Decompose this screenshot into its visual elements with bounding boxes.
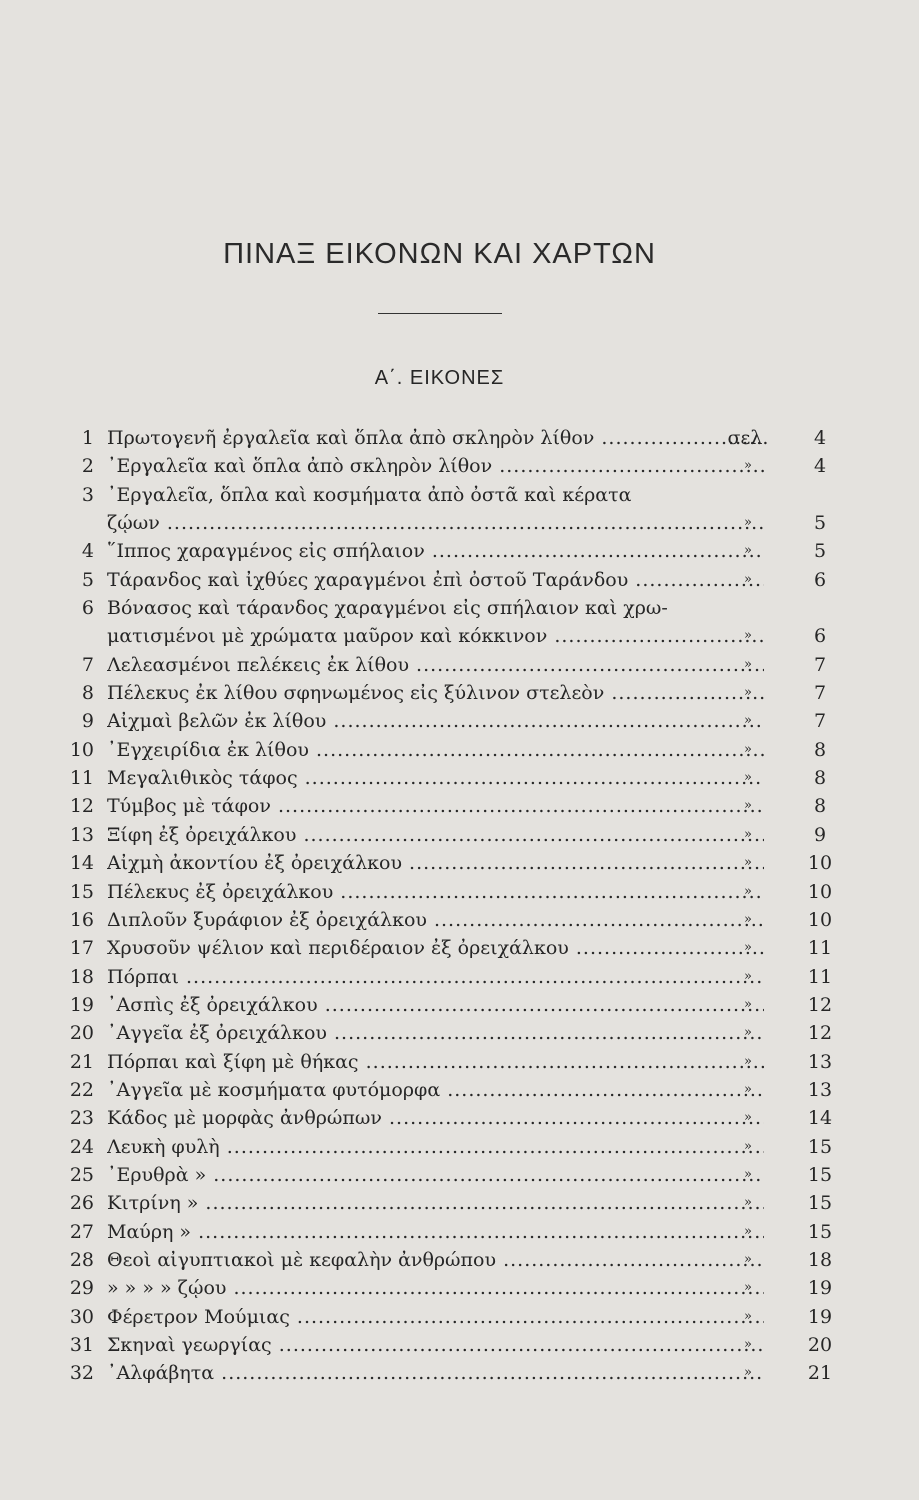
figure-entry	[0, 963, 919, 991]
figure-entry	[0, 1104, 919, 1132]
page-number: 7	[813, 682, 827, 705]
figure-entry	[0, 1133, 919, 1161]
ditto-mark: »	[744, 741, 752, 757]
figure-number: 27	[69, 1220, 94, 1243]
figure-title: Τύμβος μὲ τάφον .....	[107, 792, 764, 820]
ditto-mark: »	[744, 571, 752, 587]
page-number: 12	[807, 1022, 833, 1045]
figure-title: Λευκὴ φυλὴ .....	[107, 1133, 764, 1161]
page-number: 15	[807, 1163, 833, 1186]
figure-number: 1	[81, 427, 94, 449]
figure-entry	[0, 736, 919, 764]
page-number: 7	[813, 653, 827, 676]
figure-title: Λελεασμένοι πελέκεις ἐκ λίθου .....	[107, 651, 764, 679]
figure-number: 9	[81, 710, 94, 733]
figure-number: 12	[69, 795, 94, 818]
ditto-mark: »	[744, 1025, 752, 1041]
figure-entry	[0, 764, 919, 792]
ditto-mark: »	[744, 515, 752, 531]
figure-title: ῞Ιππος χαραγμένος εἰς σπήλαιον .....	[107, 537, 764, 565]
figure-entry	[0, 1048, 919, 1076]
figure-entry	[0, 991, 919, 1019]
title-rule	[378, 313, 502, 314]
figure-number: 20	[69, 1022, 94, 1045]
figure-title: ᾿Εγχειρίδια ἐκ λίθου .....	[107, 736, 764, 764]
figure-entry	[0, 1246, 919, 1274]
ditto-mark: »	[744, 656, 752, 672]
figure-number: 14	[69, 852, 94, 875]
figure-number: 16	[69, 908, 94, 931]
page-number: 4	[813, 427, 827, 449]
ditto-mark: »	[744, 1251, 752, 1267]
figure-number: 19	[69, 993, 94, 1016]
figure-title: Θεοὶ αἰγυπτιακοὶ μὲ κεφαλὴν ἀνθρώπου .....	[107, 1246, 764, 1274]
page-number: 15	[807, 1220, 833, 1243]
page-number: 9	[813, 823, 827, 846]
figure-entry	[0, 1019, 919, 1047]
figure-entry	[0, 849, 919, 877]
figure-entry	[0, 452, 919, 480]
figure-title: ᾿Αγγεῖα ἐξ ὀρειχάλκου .....	[107, 1019, 764, 1047]
figure-title: Βόνασος καὶ τάρανδος χαραγμένοι εἰς σπήλαιον καὶ χρω-	[107, 597, 668, 620]
figure-number: 11	[69, 767, 94, 790]
page-number: 11	[807, 965, 833, 988]
page-number: 13	[807, 1050, 833, 1073]
figure-number: 10	[69, 738, 94, 761]
figure-entry	[0, 878, 919, 906]
page-number: 5	[813, 512, 827, 535]
figure-number: 28	[69, 1248, 94, 1271]
ditto-mark: »	[744, 1280, 752, 1296]
page-number: 19	[807, 1305, 833, 1328]
figure-title-continuation: ματισμένοι μὲ χρώματα μαῦρον καὶ κόκκινον .....	[107, 622, 765, 650]
figure-title: Πρωτογενῆ ἐργαλεῖα καὶ ὅπλα ἀπὸ σκληρὸν λίθον .....	[107, 424, 764, 452]
figure-entry	[0, 707, 919, 735]
figure-entry	[0, 1331, 919, 1359]
page-number: 18	[807, 1248, 833, 1271]
figure-title: Πέλεκυς ἐκ λίθου σφηνωμένος εἰς ξύλινον στελεὸν .....	[107, 679, 764, 707]
page-number: 5	[813, 540, 827, 563]
ditto-mark: »	[744, 826, 752, 842]
figure-title: Διπλοῦν ξυράφιον ἐξ ὀρειχάλκου .....	[107, 906, 764, 934]
ditto-mark: »	[744, 940, 752, 956]
ditto-mark: »	[744, 996, 752, 1012]
figure-title: Χρυσοῦν ψέλιον καὶ περιδέραιον ἐξ ὀρειχάλκου .....	[107, 934, 764, 962]
figure-entry	[0, 1076, 919, 1104]
figure-entry	[0, 1189, 919, 1217]
figure-number: 31	[69, 1334, 94, 1356]
figure-title: » » » » ζῴου .....	[107, 1274, 764, 1302]
page-number: 21	[807, 1362, 833, 1385]
figure-entry	[0, 651, 919, 679]
figure-number: 6	[81, 597, 94, 620]
ditto-mark: »	[744, 1110, 752, 1126]
page-number: 6	[813, 625, 827, 648]
page-number: 12	[807, 993, 833, 1016]
figure-title: ᾿Εργαλεῖα καὶ ὅπλα ἀπὸ σκληρὸν λίθον .....	[107, 452, 764, 480]
figure-entry	[0, 481, 919, 509]
figure-title: Πόρπαι .....	[107, 963, 764, 991]
figure-number: 13	[69, 823, 94, 846]
figure-title: ᾿Αγγεῖα μὲ κοσμήματα φυτόμορφα .....	[107, 1076, 764, 1104]
figure-entry	[0, 594, 919, 622]
figure-title: Αἰχμὴ ἀκοντίου ἐξ ὀρειχάλκου .....	[107, 849, 764, 877]
figure-entry	[0, 1303, 919, 1331]
figure-title: Πέλεκυς ἐξ ὀρειχάλκου .....	[107, 878, 764, 906]
figure-title: ᾿Αλφάβητα .....	[107, 1359, 764, 1387]
figure-entry	[0, 792, 919, 820]
figure-title: Μεγαλιθικὸς τάφος .....	[107, 764, 764, 792]
ditto-mark: »	[744, 713, 752, 729]
ditto-mark: »	[744, 1081, 752, 1097]
figure-title: Μαύρη » .....	[107, 1218, 764, 1246]
ditto-mark: »	[744, 1138, 752, 1154]
page-number: 8	[813, 767, 827, 790]
figure-number: 21	[69, 1050, 94, 1073]
figure-title: Τάρανδος καὶ ἰχθύες χαραγμένοι ἐπὶ ὀστοῦ Ταράνδου .....	[107, 566, 764, 594]
ditto-mark: »	[744, 1308, 752, 1324]
page-number: 8	[813, 795, 827, 818]
figure-entry	[0, 1161, 919, 1189]
figure-title: Κιτρίνη » .....	[107, 1189, 764, 1217]
ditto-mark: »	[744, 458, 752, 474]
figure-number: 18	[69, 965, 94, 988]
page-number: 10	[807, 908, 833, 931]
figure-entry	[0, 906, 919, 934]
figure-title-continuation: ζῴων .....	[107, 509, 765, 537]
figure-entry	[0, 934, 919, 962]
ditto-mark: »	[744, 883, 752, 899]
figure-number: 30	[69, 1305, 94, 1328]
figure-title: Φέρετρον Μούμιας .....	[107, 1303, 764, 1331]
ditto-mark: »	[744, 798, 752, 814]
ditto-mark: »	[744, 1223, 752, 1239]
figure-entry	[0, 424, 919, 452]
page-number: 15	[807, 1192, 833, 1215]
ditto-mark: »	[744, 1365, 752, 1381]
figure-number: 29	[69, 1277, 94, 1300]
figure-number: 26	[69, 1192, 94, 1215]
page-number: 6	[813, 568, 827, 591]
page-number: 20	[807, 1334, 833, 1356]
figure-entry	[0, 1274, 919, 1302]
figure-number: 32	[69, 1362, 94, 1385]
figure-number: 3	[81, 483, 94, 506]
ditto-mark: »	[744, 1166, 752, 1182]
page-number: 13	[807, 1078, 833, 1101]
figure-number: 17	[69, 937, 94, 960]
figure-entry	[0, 821, 919, 849]
ditto-mark: »	[744, 543, 752, 559]
figure-title: Κάδος μὲ μορφὰς ἀνθρώπων .....	[107, 1104, 764, 1132]
figure-number: 25	[69, 1163, 94, 1186]
ditto-mark: »	[744, 968, 752, 984]
figure-number: 23	[69, 1107, 94, 1130]
figure-number: 15	[69, 880, 94, 903]
figure-entry-continuation	[0, 622, 919, 650]
figure-entry	[0, 537, 919, 565]
section-heading: Α΄. ΕΙΚΟΝΕΣ	[374, 367, 505, 389]
page-number: 10	[807, 852, 833, 875]
ditto-mark: »	[744, 1337, 752, 1352]
page-number: 19	[807, 1277, 833, 1300]
figure-number: 5	[81, 568, 94, 591]
ditto-mark: »	[744, 628, 752, 644]
ditto-mark: »	[744, 855, 752, 871]
page-number: 4	[813, 455, 827, 478]
page-number: 7	[813, 710, 827, 733]
page-abbrev: σελ.	[727, 427, 769, 449]
figure-list	[0, 424, 919, 1388]
page-number: 10	[807, 880, 833, 903]
page-number: 8	[813, 738, 827, 761]
figure-title: ᾿Ασπὶς ἐξ ὀρειχάλκου .....	[107, 991, 764, 1019]
figure-number: 24	[69, 1135, 94, 1158]
figure-title: Αἰχμαὶ βελῶν ἐκ λίθου .....	[107, 707, 764, 735]
page-title: ΠΙΝΑΞ ΕΙΚΟΝΩΝ ΚΑΙ ΧΑΡΤΩΝ	[223, 238, 656, 270]
figure-number: 4	[81, 540, 94, 563]
page-number: 14	[807, 1107, 833, 1130]
figure-number: 22	[69, 1078, 94, 1101]
figure-entry	[0, 1359, 919, 1387]
figure-entry	[0, 566, 919, 594]
ditto-mark: »	[744, 1195, 752, 1211]
figure-number: 7	[81, 653, 94, 676]
page-number: 15	[807, 1135, 833, 1158]
ditto-mark: »	[744, 1053, 752, 1069]
figure-entry	[0, 679, 919, 707]
figure-title: Πόρπαι καὶ ξίφη μὲ θήκας .....	[107, 1048, 764, 1076]
figure-title: ᾿Ερυθρὰ » .....	[107, 1161, 764, 1189]
ditto-mark: »	[744, 685, 752, 701]
figure-title: ᾿Εργαλεῖα, ὅπλα καὶ κοσμήματα ἀπὸ ὀστᾶ καὶ κέρατα	[107, 483, 632, 506]
figure-title: Σκηναὶ γεωργίας .....	[107, 1331, 764, 1359]
figure-title: Ξίφη ἐξ ὀρειχάλκου .....	[107, 821, 764, 849]
page-number: 11	[807, 937, 833, 960]
figure-entry-continuation	[0, 509, 919, 537]
figure-number: 2	[81, 455, 94, 478]
ditto-mark: »	[744, 911, 752, 927]
ditto-mark: »	[744, 770, 752, 786]
figure-entry	[0, 1218, 919, 1246]
figure-number: 8	[81, 682, 94, 705]
